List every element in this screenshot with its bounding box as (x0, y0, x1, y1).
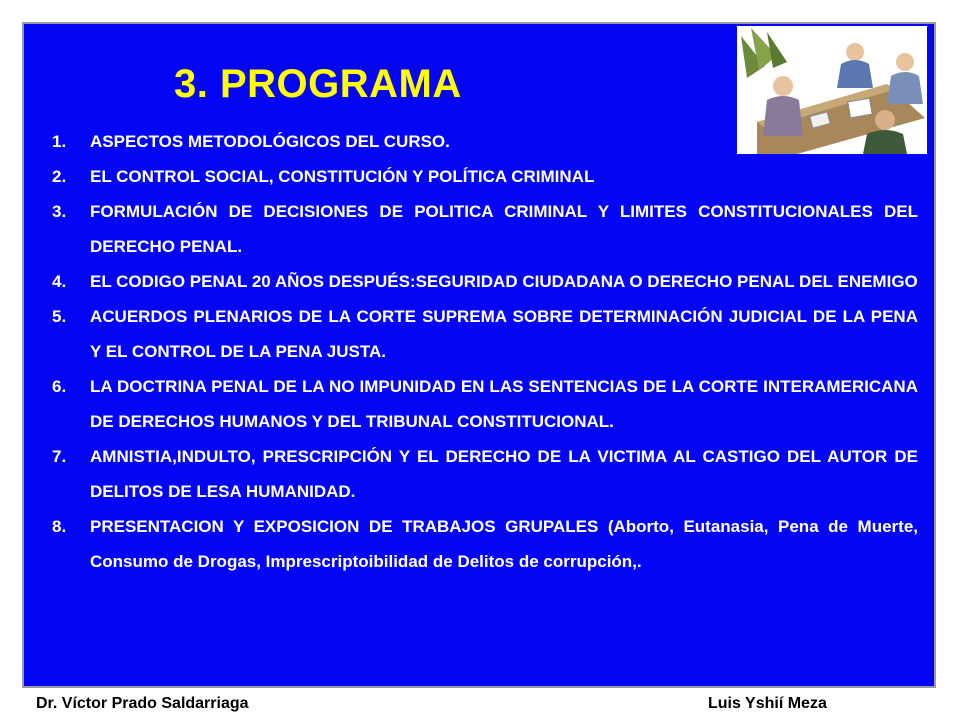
item-number: 2. (52, 167, 67, 186)
list-item (52, 194, 918, 264)
item-text: ACUERDOS PLENARIOS DE LA CORTE SUPREMA SOBRE DETERMINACIÓN JUDICIAL DE LA PENA Y EL CONTROL DE LA PENA JUSTA. (90, 307, 918, 361)
item-number: 4. (52, 272, 67, 291)
item-text: ASPECTOS METODOLÓGICOS DEL CURSO. (90, 132, 450, 151)
item-number: 3. (52, 202, 67, 221)
slide-title: 3. PROGRAMA (174, 62, 462, 106)
item-number: 1. (52, 132, 67, 151)
footer-presenter: Luis Yshií Meza (708, 695, 827, 712)
list-item (52, 159, 918, 194)
item-number: 6. (52, 377, 67, 396)
list-item (52, 439, 918, 509)
item-text: PRESENTACION Y EXPOSICION DE TRABAJOS GRUPALES (Aborto, Eutanasia, Pena de Muerte, Consumo de Drogas, Imprescriptoibilidad de Delitos de corrupción,. (90, 517, 918, 571)
item-number: 5. (52, 307, 67, 326)
list-item (52, 299, 918, 369)
list-item (52, 369, 918, 439)
item-number: 8. (52, 517, 67, 536)
program-list (52, 124, 918, 579)
slide (22, 22, 936, 688)
list-item (52, 509, 918, 579)
list-item (52, 264, 918, 299)
item-number: 7. (52, 447, 67, 466)
footer-author: Dr. Víctor Prado Saldarriaga (36, 695, 249, 712)
item-text: EL CODIGO PENAL 20 AÑOS DESPUÉS:SEGURIDAD CIUDADANA O DERECHO PENAL DEL ENEMIGO (90, 272, 918, 291)
item-text: EL CONTROL SOCIAL, CONSTITUCIÓN Y POLÍTICA CRIMINAL (90, 167, 595, 186)
item-text: FORMULACIÓN DE DECISIONES DE POLITICA CRIMINAL Y LIMITES CONSTITUCIONALES DEL DERECHO PENAL. (90, 202, 918, 256)
item-text: LA DOCTRINA PENAL DE LA NO IMPUNIDAD EN LAS SENTENCIAS DE LA CORTE INTERAMERICANA DE DERECHOS HUMANOS Y DEL TRIBUNAL CONSTITUCIONAL. (90, 377, 918, 431)
item-text: AMNISTIA,INDULTO, PRESCRIPCIÓN Y EL DERECHO DE LA VICTIMA AL CASTIGO DEL AUTOR DE DELITOS DE LESA HUMANIDAD. (90, 447, 918, 501)
list-item (52, 124, 918, 159)
